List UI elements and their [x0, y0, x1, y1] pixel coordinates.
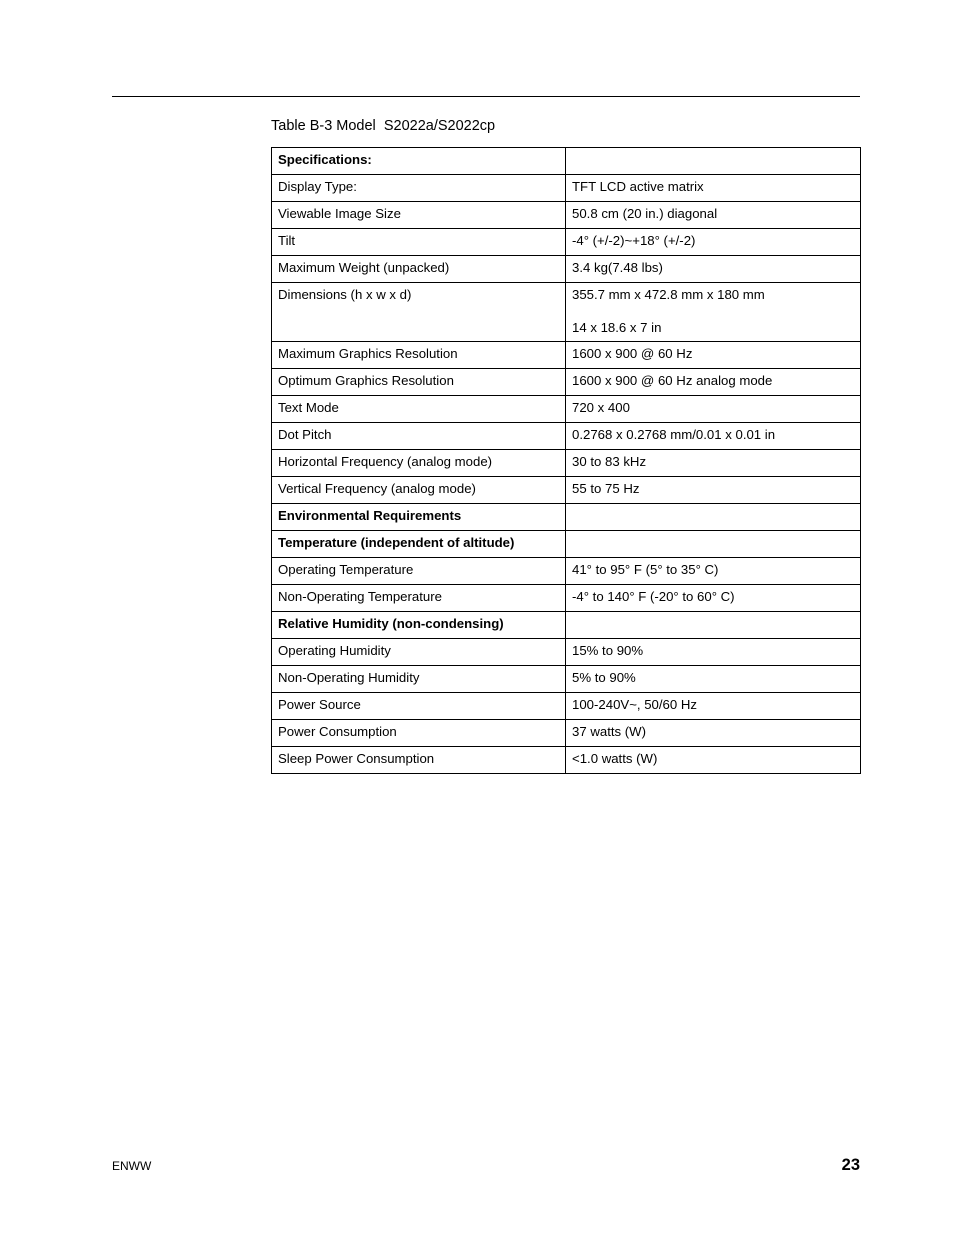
spec-label: Power Consumption — [272, 720, 566, 747]
table-row — [272, 175, 861, 202]
spec-label: Operating Humidity — [272, 639, 566, 666]
page-number: 23 — [841, 1156, 860, 1174]
spec-value — [566, 369, 861, 396]
table-row — [272, 450, 861, 477]
spec-label: Dimensions (h x w x d) — [272, 283, 566, 342]
table-row — [272, 342, 861, 369]
spec-value-text: TFT LCD active matrix — [572, 179, 704, 194]
table-row — [272, 585, 861, 612]
header-rule — [112, 96, 860, 97]
table-row — [272, 666, 861, 693]
spec-value — [566, 585, 861, 612]
table-row — [272, 747, 861, 774]
spec-value — [566, 558, 861, 585]
table-row — [272, 612, 861, 639]
spec-value — [566, 148, 861, 175]
spec-value — [566, 175, 861, 202]
spec-value-text: 50.8 cm (20 in.) diagonal — [572, 206, 718, 221]
specifications-table-body — [272, 148, 861, 774]
table-row — [272, 256, 861, 283]
spec-value-text: 30 to 83 kHz — [572, 454, 647, 469]
table-row — [272, 202, 861, 229]
table-row — [272, 229, 861, 256]
table-row — [272, 531, 861, 558]
table-row — [272, 148, 861, 175]
spec-value-text: 355.7 mm x 472.8 mm x 180 mm — [572, 287, 765, 302]
spec-label: Maximum Graphics Resolution — [272, 342, 566, 369]
spec-label: Relative Humidity (non-condensing) — [272, 612, 566, 639]
spec-label: Text Mode — [272, 396, 566, 423]
table-row — [272, 423, 861, 450]
spec-value — [566, 612, 861, 639]
spec-label: Tilt — [272, 229, 566, 256]
spec-value — [566, 450, 861, 477]
spec-value — [566, 693, 861, 720]
spec-label: Horizontal Frequency (analog mode) — [272, 450, 566, 477]
spec-label: Power Source — [272, 693, 566, 720]
spec-value — [566, 720, 861, 747]
spec-value-text: <1.0 watts (W) — [572, 751, 658, 766]
table-row — [272, 283, 861, 342]
spec-label: Temperature (independent of altitude) — [272, 531, 566, 558]
spec-label: Operating Temperature — [272, 558, 566, 585]
spec-value — [566, 639, 861, 666]
spec-value-text-secondary: 14 x 18.6 x 7 in — [572, 320, 662, 335]
table-row — [272, 639, 861, 666]
spec-label: Specifications: — [272, 148, 566, 175]
spec-value-text: -4° to 140° F (-20° to 60° C) — [572, 589, 735, 604]
spec-value — [566, 747, 861, 774]
spec-label: Environmental Requirements — [272, 504, 566, 531]
table-row — [272, 720, 861, 747]
spec-value-text: 55 to 75 Hz — [572, 481, 640, 496]
spec-value — [566, 202, 861, 229]
footer-label: ENWW — [112, 1159, 152, 1173]
spec-label: Non-Operating Humidity — [272, 666, 566, 693]
spec-value-text: 41° to 95° F (5° to 35° C) — [572, 562, 719, 577]
spec-label: Vertical Frequency (analog mode) — [272, 477, 566, 504]
spec-value — [566, 504, 861, 531]
table-row — [272, 369, 861, 396]
specifications-table — [271, 147, 861, 774]
spec-label: Dot Pitch — [272, 423, 566, 450]
spec-value-text: -4° (+/-2)~+18° (+/-2) — [572, 233, 696, 248]
table-row — [272, 396, 861, 423]
spec-value — [566, 396, 861, 423]
table-row — [272, 504, 861, 531]
spec-value — [566, 666, 861, 693]
spec-value — [566, 229, 861, 256]
spec-value — [566, 256, 861, 283]
spec-label: Viewable Image Size — [272, 202, 566, 229]
spec-value-text: 1600 x 900 @ 60 Hz analog mode — [572, 373, 773, 388]
spec-value-text: 720 x 400 — [572, 400, 630, 415]
spec-value-text: 37 watts (W) — [572, 724, 647, 739]
spec-value-text: 5% to 90% — [572, 670, 636, 685]
spec-label: Non-Operating Temperature — [272, 585, 566, 612]
spec-value-text: 100-240V~, 50/60 Hz — [572, 697, 698, 712]
spec-value-text: 1600 x 900 @ 60 Hz — [572, 346, 693, 361]
spec-value — [566, 283, 861, 342]
table-caption: Table B-3 Model S2022a/S2022cp — [271, 118, 496, 134]
spec-value-text: 3.4 kg(7.48 lbs) — [572, 260, 663, 275]
spec-value — [566, 342, 861, 369]
table-row — [272, 558, 861, 585]
spec-label: Display Type: — [272, 175, 566, 202]
spec-value-text: 0.2768 x 0.2768 mm/0.01 x 0.01 in — [572, 427, 776, 442]
spec-label: Optimum Graphics Resolution — [272, 369, 566, 396]
spec-label: Maximum Weight (unpacked) — [272, 256, 566, 283]
spec-label: Sleep Power Consumption — [272, 747, 566, 774]
spec-value — [566, 531, 861, 558]
table-row — [272, 477, 861, 504]
spec-value-text: 15% to 90% — [572, 643, 644, 658]
spec-value — [566, 477, 861, 504]
table-row — [272, 693, 861, 720]
spec-value — [566, 423, 861, 450]
